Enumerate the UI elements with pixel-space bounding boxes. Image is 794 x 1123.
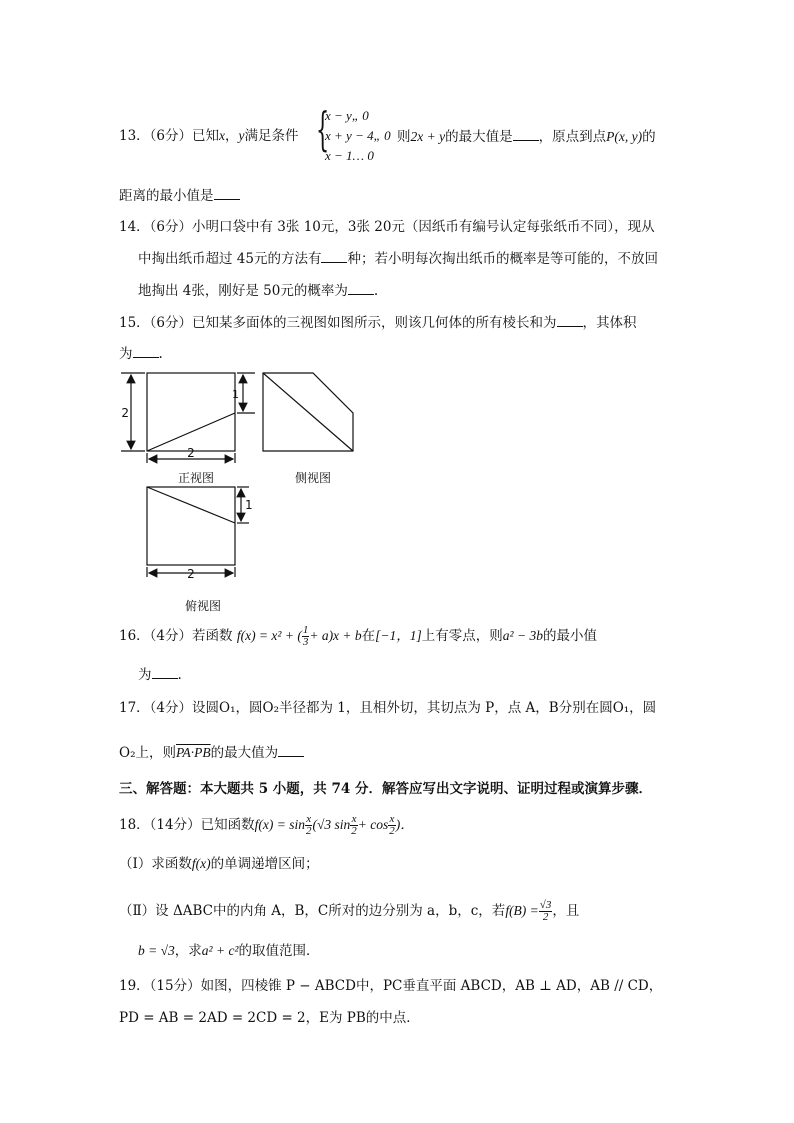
q14-line2b: 种；若小明每次掏出纸币的概率是等可能的，不放回 — [347, 251, 658, 267]
frac-den: 3 — [302, 636, 309, 648]
var-y: y — [238, 128, 245, 143]
side-view — [263, 373, 353, 451]
frac-num: x — [389, 813, 395, 825]
frac-den: 2 — [305, 825, 312, 837]
answer-blank — [321, 248, 347, 263]
frac-num: √3 — [539, 899, 552, 911]
q13-point: P(x, y) — [606, 129, 643, 144]
q18-p3c: a² + c² — [201, 943, 239, 958]
side-view-caption: 侧视图 — [295, 471, 332, 485]
q13-then: 则 — [397, 129, 411, 145]
frac-num: 1 — [302, 624, 309, 636]
answer-blank — [133, 343, 159, 358]
q18-f3: + cos — [357, 817, 389, 832]
q16-c: 在 — [361, 628, 376, 644]
q19-line2: PD = AB = 2AD = 2CD = 2，E为 PB的中点． — [119, 1010, 420, 1026]
q18-f2: (√3 sin — [312, 817, 351, 832]
q18-p3d: 的取值范围． — [238, 943, 320, 959]
q16-func: f(x) = x² + ( — [236, 628, 302, 643]
q18-p3a: b = √3 — [138, 943, 175, 958]
vector-dot-product: PA·PB — [175, 745, 211, 760]
q18-f4: )． — [395, 817, 414, 832]
dim-1-front: 1 — [232, 388, 239, 401]
var-x: x — [219, 128, 226, 143]
q15-line2a: 为 — [119, 346, 133, 362]
q13-max: 的最大值是 — [445, 129, 513, 145]
q18-p2b: ，且 — [552, 903, 580, 919]
section-3-heading: 三、解答题：本大题共 5 小题，共 74 分．解答应写出文字说明、证明过程或演算步骤． — [119, 781, 652, 797]
q17-line1: 17．（4分）设圆O₁，圆O₂半径都为 1，且相外切，其切点为 P，点 A，B分别在圆O₁，圆 — [119, 700, 657, 716]
frac-den: 2 — [389, 825, 395, 837]
front-view — [147, 373, 235, 451]
system-line-1: x − y„ 0 — [325, 108, 369, 123]
q18-p2f: f(B) = — [505, 903, 539, 918]
q16-func-b: + a)x + b — [309, 628, 362, 643]
dim-1-top: 1 — [245, 498, 253, 512]
q18-p2a: （Ⅱ）设 ΔABC中的内角 A，B，C所对的边分别为 a，b，c，若 — [119, 903, 506, 919]
q16-line2b: . — [177, 667, 182, 683]
dim-2-front-bottom: 2 — [187, 446, 195, 460]
q13-mid: ，原点到点 — [538, 129, 607, 145]
answer-blank — [278, 742, 304, 757]
frac-num: x — [306, 813, 312, 825]
q14-line3a: 地掏出 4张，刚好是 50元的概率为 — [138, 283, 348, 299]
fraction-x-over-2 — [350, 814, 358, 837]
answer-blank — [513, 126, 539, 141]
system-line-3: x − 1… 0 — [325, 148, 374, 163]
q13-cond: 满足条件 — [244, 128, 299, 144]
q13-de: 的 — [642, 129, 656, 145]
q13-number: 13．（6分）已知 — [119, 128, 220, 144]
q17-line2a: O₂上，则 — [119, 745, 176, 761]
fraction-sqrt3-over-2 — [539, 900, 553, 923]
q15-line1b: ，其体积 — [582, 315, 637, 331]
q16-e: 的最小值 — [542, 628, 597, 644]
q14-line3b: . — [373, 283, 379, 299]
top-view — [147, 487, 235, 565]
frac-den: 2 — [542, 911, 549, 923]
answer-blank — [152, 664, 178, 679]
q18-p1f: f(x) — [191, 856, 211, 871]
answer-blank — [557, 312, 583, 327]
q14-line2a: 中掏出纸币超过 45元的方法有 — [138, 251, 322, 267]
q15-line1a: 15．（6分）已知某多面体的三视图如图所示，则该几何体的所有棱长和为 — [119, 315, 557, 331]
q18-p3b: ，求 — [174, 943, 202, 959]
fraction-x-over-2 — [388, 814, 396, 837]
q18-p1b: 的单调递增区间； — [210, 856, 319, 872]
comma: ， — [225, 128, 239, 144]
q18-a: 18．（14分）已知函数 — [119, 817, 255, 833]
q17-line2b: 的最大值为 — [210, 745, 279, 761]
q18-f: f(x) = sin — [254, 817, 305, 832]
three-view-figure — [115, 365, 375, 615]
answer-blank — [214, 185, 240, 200]
q13-line2: 距离的最小值是 — [119, 188, 214, 204]
q15-line2b: . — [158, 346, 163, 362]
q16-line2a: 为 — [138, 667, 152, 683]
frac-den: 2 — [351, 825, 357, 837]
q14-line1: 14．（6分）小明口袋中有 3张 10元，3张 20元（因纸币有编号认定每张纸币不同），现从 — [119, 219, 655, 235]
q19-line1: 19．（15分）如图，四棱锥 P − ABCD中，PC垂直平面 ABCD，AB ⊥ AD，AB // CD， — [119, 978, 663, 994]
system-line-2: x + y − 4„ 0 — [325, 128, 391, 143]
top-view-caption: 俯视图 — [185, 599, 222, 613]
q16-d: 上有零点，则 — [421, 628, 503, 644]
dim-2-top-bottom: 2 — [187, 567, 195, 581]
q18-p1a: （Ⅰ）求函数 — [119, 856, 192, 872]
q16-expr: a² − 3b — [502, 628, 543, 643]
q16-interval: [−1，1] — [375, 628, 422, 643]
q13-expr: 2x + y — [410, 129, 446, 144]
front-right-dimension — [237, 373, 255, 413]
system-brace: { — [316, 102, 330, 156]
frac-num: x — [351, 813, 357, 825]
answer-blank — [348, 280, 374, 295]
front-view-caption: 正视图 — [178, 471, 215, 485]
dim-2-left: 2 — [121, 406, 129, 420]
q16-a: 16．（4分）若函数 — [119, 628, 233, 644]
